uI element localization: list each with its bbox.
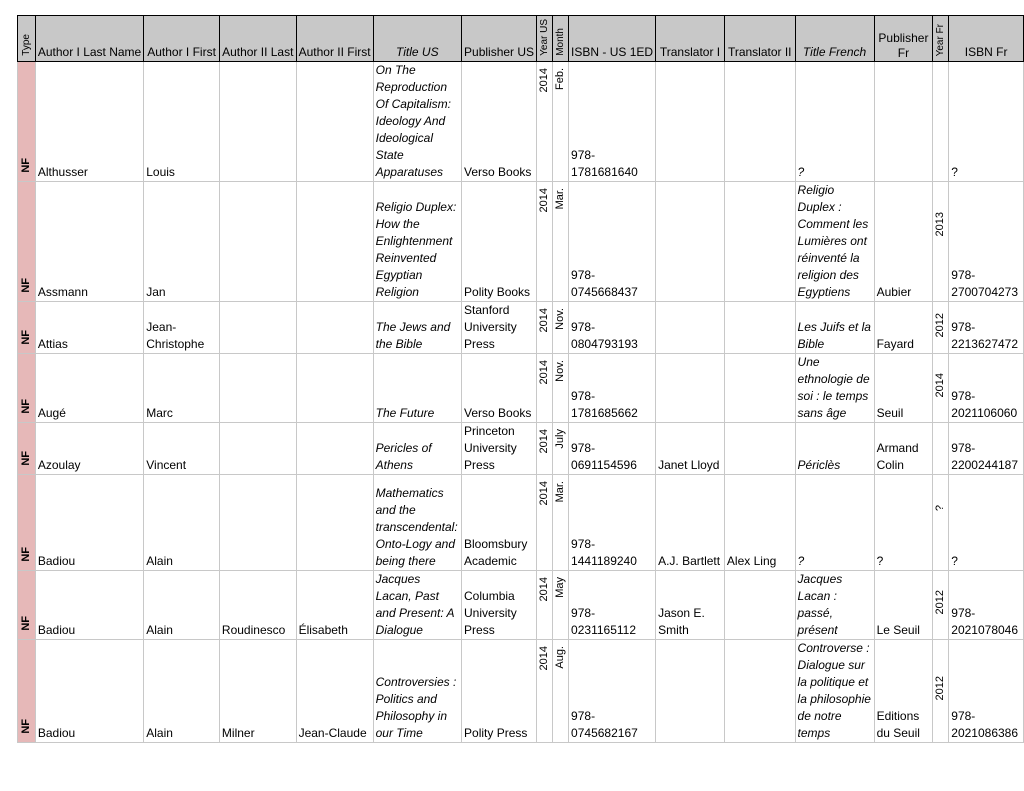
cell-type[interactable]: [18, 571, 36, 640]
cell-author2-first[interactable]: [296, 475, 373, 571]
table-row: [18, 475, 1024, 571]
type-text: NF: [19, 278, 32, 293]
cell-type[interactable]: [18, 475, 36, 571]
type-text: NF: [19, 330, 32, 345]
cell-publisher-fr[interactable]: Le Seuil: [874, 571, 933, 640]
cell-translator1[interactable]: [656, 182, 725, 302]
type-text: NF: [19, 719, 32, 734]
cell-author2-first[interactable]: [296, 423, 373, 475]
cell-translator2[interactable]: [724, 354, 795, 423]
cell-year-fr[interactable]: [933, 354, 949, 423]
cell-publisher-fr[interactable]: [874, 62, 933, 182]
cell-translator2[interactable]: [724, 62, 795, 182]
cell-publisher-us[interactable]: Columbia University Press: [462, 571, 537, 640]
cell-author1-last[interactable]: Augé: [35, 354, 143, 423]
year-us-text: 2014: [538, 577, 551, 602]
year-us-text: 2014: [538, 188, 551, 213]
year-us-text: 2014: [538, 481, 551, 506]
month-text: Aug.: [554, 646, 567, 669]
month-text: Nov.: [554, 360, 567, 382]
type-text: NF: [19, 451, 32, 466]
cell-title-us[interactable]: Pericles of Athens: [373, 423, 461, 475]
cell-year-us[interactable]: [537, 571, 553, 640]
year-us-text: 2014: [538, 646, 551, 671]
cell-month[interactable]: [553, 423, 569, 475]
cell-year-us[interactable]: [537, 475, 553, 571]
cell-title-french[interactable]: Religio Duplex : Comment les Lumières ont réinventé la religion des Egyptiens: [795, 182, 874, 302]
cell-year-us[interactable]: [537, 354, 553, 423]
header-title-us[interactable]: Title US: [373, 16, 461, 62]
table-row: [18, 640, 1024, 743]
cell-author1-last[interactable]: Badiou: [35, 640, 143, 743]
cell-publisher-fr[interactable]: Armand Colin: [874, 423, 933, 475]
year-fr-text: 2012: [934, 312, 947, 338]
cell-author2-last[interactable]: Milner: [219, 640, 296, 743]
cell-author1-first[interactable]: Alain: [144, 640, 220, 743]
cell-translator1[interactable]: [656, 354, 725, 423]
header-author2-last[interactable]: Author II Last: [219, 16, 296, 62]
cell-author2-last[interactable]: [219, 62, 296, 182]
type-text: NF: [19, 158, 32, 173]
cell-translator1[interactable]: A.J. Bartlett: [656, 475, 725, 571]
cell-isbn-fr[interactable]: 978-2021078046: [949, 571, 1024, 640]
header-isbn-fr[interactable]: ISBN Fr: [949, 16, 1024, 62]
month-text: Mar.: [554, 188, 567, 210]
cell-isbn-fr[interactable]: 978-2021106060: [949, 354, 1024, 423]
cell-publisher-fr[interactable]: ?: [874, 475, 933, 571]
header-month[interactable]: Month: [553, 16, 569, 62]
cell-author2-first[interactable]: Jean-Claude: [296, 640, 373, 743]
cell-year-fr[interactable]: [933, 62, 949, 182]
year-fr-text: 2012: [934, 590, 947, 615]
cell-author1-last[interactable]: Badiou: [35, 475, 143, 571]
cell-publisher-fr[interactable]: Fayard: [874, 302, 933, 354]
cell-publisher-us[interactable]: Stanford University Press: [462, 302, 537, 354]
month-text: Feb.: [554, 68, 567, 91]
cell-translator1[interactable]: [656, 640, 725, 743]
cell-isbn-fr[interactable]: ?: [949, 475, 1024, 571]
type-text: NF: [19, 616, 32, 631]
cell-title-french[interactable]: ?: [795, 475, 874, 571]
cell-isbn-fr[interactable]: 978-2700704273: [949, 182, 1024, 302]
cell-translator2[interactable]: [724, 423, 795, 475]
cell-translator1[interactable]: [656, 62, 725, 182]
cell-publisher-us[interactable]: Bloomsbury Academic: [462, 475, 537, 571]
cell-isbn-fr[interactable]: 978-2021086386: [949, 640, 1024, 743]
cell-author2-first[interactable]: [296, 62, 373, 182]
cell-type[interactable]: [18, 302, 36, 354]
spreadsheet-table: [17, 15, 1024, 743]
cell-author2-first[interactable]: [296, 302, 373, 354]
cell-title-french[interactable]: Controverse : Dialogue sur la politique et la philosophie de notre temps: [795, 640, 874, 743]
cell-year-fr[interactable]: [933, 640, 949, 743]
cell-author2-first[interactable]: Élisabeth: [296, 571, 373, 640]
cell-year-us[interactable]: [537, 423, 553, 475]
cell-title-us[interactable]: Mathematics and the transcendental: Onto-Logy and being there: [373, 475, 461, 571]
cell-year-fr[interactable]: [933, 182, 949, 302]
cell-author2-last[interactable]: [219, 302, 296, 354]
header-author1-first[interactable]: Author I First: [144, 16, 220, 62]
cell-isbn-fr[interactable]: 978-2200244187: [949, 423, 1024, 475]
cell-title-us[interactable]: Jacques Lacan, Past and Present: A Dialogue: [373, 571, 461, 640]
header-year-us[interactable]: Year US: [537, 16, 553, 62]
header-title-french[interactable]: Title French: [795, 16, 874, 62]
cell-publisher-us[interactable]: Polity Books: [462, 182, 537, 302]
table-row: [18, 182, 1024, 302]
cell-author1-first[interactable]: Alain: [144, 475, 220, 571]
cell-publisher-us[interactable]: Princeton University Press: [462, 423, 537, 475]
cell-title-us[interactable]: The Future: [373, 354, 461, 423]
cell-translator1[interactable]: Jason E. Smith: [656, 571, 725, 640]
cell-month[interactable]: [553, 302, 569, 354]
cell-publisher-fr[interactable]: Aubier: [874, 182, 933, 302]
cell-month[interactable]: [553, 475, 569, 571]
cell-publisher-fr[interactable]: Seuil: [874, 354, 933, 423]
header-publisher-us[interactable]: Publisher US: [462, 16, 537, 62]
cell-author1-first[interactable]: Louis: [144, 62, 220, 182]
cell-author2-last[interactable]: [219, 182, 296, 302]
cell-isbn-fr[interactable]: ?: [949, 62, 1024, 182]
cell-year-us[interactable]: [537, 182, 553, 302]
cell-month[interactable]: [553, 571, 569, 640]
cell-type[interactable]: [18, 640, 36, 743]
cell-author2-last[interactable]: [219, 423, 296, 475]
cell-type[interactable]: [18, 354, 36, 423]
year-fr-text: ?: [934, 505, 947, 512]
header-type[interactable]: Type: [18, 16, 36, 62]
cell-author1-last[interactable]: Althusser: [35, 62, 143, 182]
cell-author2-first[interactable]: [296, 182, 373, 302]
cell-translator2[interactable]: [724, 302, 795, 354]
cell-title-french[interactable]: Périclès: [795, 423, 874, 475]
table-row: [18, 354, 1024, 423]
cell-title-us[interactable]: Religio Duplex: How the Enlightenment Reinvented Egyptian Religion: [373, 182, 461, 302]
year-us-text: 2014: [538, 360, 551, 385]
cell-author2-first[interactable]: [296, 354, 373, 423]
table-row: [18, 423, 1024, 475]
cell-type[interactable]: [18, 182, 36, 302]
cell-year-fr[interactable]: [933, 475, 949, 571]
header-translator2[interactable]: Translator II: [724, 16, 795, 62]
header-author1-last[interactable]: Author I Last Name: [35, 16, 143, 62]
cell-year-us[interactable]: [537, 640, 553, 743]
cell-isbn-us[interactable]: 978-0691154596: [569, 423, 656, 475]
type-text: NF: [19, 399, 32, 414]
cell-author1-first[interactable]: Marc: [144, 354, 220, 423]
cell-author1-last[interactable]: Attias: [35, 302, 143, 354]
cell-year-us[interactable]: [537, 62, 553, 182]
cell-title-french[interactable]: Jacques Lacan : passé, présent: [795, 571, 874, 640]
header-isbn-us[interactable]: ISBN - US 1ED: [569, 16, 656, 62]
header-publisher-fr[interactable]: Publisher Fr: [874, 16, 933, 62]
header-translator1[interactable]: Translator I: [656, 16, 725, 62]
month-text: July: [554, 429, 567, 449]
cell-publisher-us[interactable]: Verso Books: [462, 354, 537, 423]
cell-title-french[interactable]: ?: [795, 62, 874, 182]
header-year-fr[interactable]: Year Fr: [933, 16, 949, 62]
year-us-text: 2014: [538, 68, 551, 93]
cell-author1-first[interactable]: Alain: [144, 571, 220, 640]
cell-isbn-us[interactable]: 978-1781685662: [569, 354, 656, 423]
year-us-text: 2014: [538, 429, 551, 454]
cell-author1-last[interactable]: Assmann: [35, 182, 143, 302]
month-text: May: [554, 577, 567, 598]
cell-author2-last[interactable]: [219, 475, 296, 571]
cell-isbn-us[interactable]: 978-1781681640: [569, 62, 656, 182]
cell-isbn-us[interactable]: 978-1441189240: [569, 475, 656, 571]
cell-isbn-fr[interactable]: 978-2213627472: [949, 302, 1024, 354]
table-row: [18, 571, 1024, 640]
cell-isbn-us[interactable]: 978-0745668437: [569, 182, 656, 302]
cell-publisher-fr[interactable]: Editions du Seuil: [874, 640, 933, 743]
year-fr-text: 2014: [934, 373, 947, 398]
cell-author2-last[interactable]: Roudinesco: [219, 571, 296, 640]
cell-title-us[interactable]: Controversies : Politics and Philosophy in our Time: [373, 640, 461, 743]
cell-month[interactable]: [553, 640, 569, 743]
cell-year-fr[interactable]: [933, 571, 949, 640]
cell-title-french[interactable]: Les Juifs et la Bible: [795, 302, 874, 354]
cell-translator2[interactable]: Alex Ling: [724, 475, 795, 571]
cell-isbn-us[interactable]: 978-0745682167: [569, 640, 656, 743]
cell-month[interactable]: [553, 62, 569, 182]
cell-year-fr[interactable]: [933, 302, 949, 354]
cell-month[interactable]: [553, 354, 569, 423]
cell-title-us[interactable]: The Jews and the Bible: [373, 302, 461, 354]
cell-author1-last[interactable]: Azoulay: [35, 423, 143, 475]
cell-translator2[interactable]: [724, 571, 795, 640]
table-row: [18, 62, 1024, 182]
cell-year-us[interactable]: [537, 302, 553, 354]
cell-publisher-us[interactable]: Verso Books: [462, 62, 537, 182]
cell-author1-first[interactable]: Jean-Christophe: [144, 302, 220, 354]
cell-translator2[interactable]: [724, 640, 795, 743]
cell-translator2[interactable]: [724, 182, 795, 302]
year-fr-text: 2013: [934, 212, 947, 237]
header-row: [18, 16, 1024, 62]
cell-title-french[interactable]: Une ethnologie de soi : le temps sans âge: [795, 354, 874, 423]
year-us-text: 2014: [538, 308, 551, 333]
table-row: [18, 302, 1024, 354]
cell-translator1[interactable]: [656, 302, 725, 354]
cell-author1-first[interactable]: Jan: [144, 182, 220, 302]
cell-type[interactable]: [18, 62, 36, 182]
cell-author1-first[interactable]: Vincent: [144, 423, 220, 475]
year-fr-text: 2012: [934, 676, 947, 701]
cell-author2-last[interactable]: [219, 354, 296, 423]
cell-publisher-us[interactable]: Polity Press: [462, 640, 537, 743]
cell-isbn-us[interactable]: 978-0231165112: [569, 571, 656, 640]
cell-author1-last[interactable]: Badiou: [35, 571, 143, 640]
month-text: Mar.: [554, 481, 567, 503]
cell-translator1[interactable]: Janet Lloyd: [656, 423, 725, 475]
cell-month[interactable]: [553, 182, 569, 302]
cell-type[interactable]: [18, 423, 36, 475]
month-text: Nov.: [554, 308, 567, 330]
header-author2-first[interactable]: Author II First: [296, 16, 373, 62]
cell-year-fr[interactable]: [933, 423, 949, 475]
type-text: NF: [19, 547, 32, 562]
cell-isbn-us[interactable]: 978-0804793193: [569, 302, 656, 354]
cell-title-us[interactable]: On The Reproduction Of Capitalism: Ideology And Ideological State Apparatuses: [373, 62, 461, 182]
